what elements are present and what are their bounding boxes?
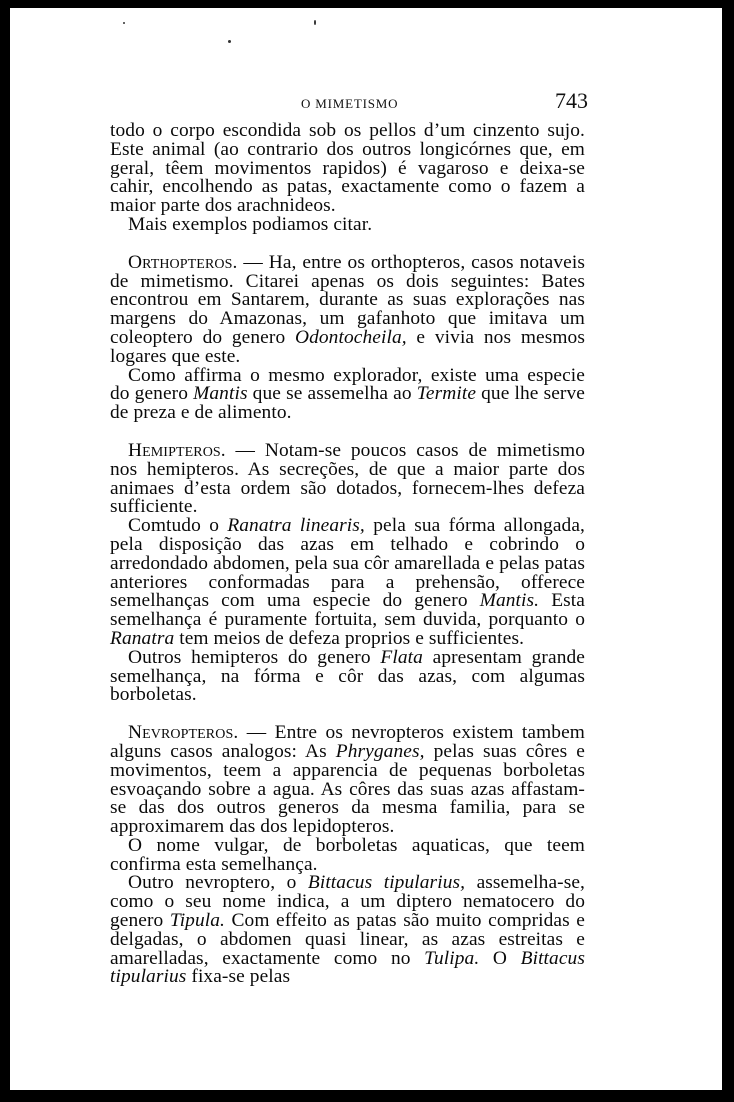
text-run: apresentam grande semelhança, na fórma e côr das azas, com algumas borboletas. <box>110 646 585 706</box>
italic-term: Odontocheila, <box>294 326 407 348</box>
text-run: fixa-se pelas <box>186 966 291 988</box>
italic-term: Phryganes, <box>335 740 425 762</box>
text-run: assemelha-se, como o seu nome indica, a um diptero nematocero do genero <box>110 872 586 932</box>
text-run: que lhe serve de preza e de alimento. <box>110 383 585 424</box>
paragraph <box>110 874 585 987</box>
ink-speck <box>228 40 231 43</box>
text-run: Outro nevroptero, o <box>128 872 308 894</box>
text-run: — Entre os nevropteros existem tambem alguns casos analogos: As <box>110 722 585 762</box>
italic-term: Mantis. <box>479 590 540 612</box>
paragraph <box>110 213 585 235</box>
text-run: — Ha, entre os orthopteros, casos notaveis de mimetismo. Citarei apenas os dois seguintes: Bates encontrou em Santarem, durante as suas explorações nas margens do Amazonas, um gafanhoto que imitava um coleoptero do genero <box>110 251 585 348</box>
text-run: Outros hemipteros do genero <box>128 646 381 668</box>
italic-term: Tulipa. <box>424 947 480 969</box>
running-head <box>10 86 610 116</box>
text-run: pelas suas côres e movimentos, teem a apparencia de pequenas borboletas esvoaçando sobre a agua. As côres das suas azas affastam-se das dos outros generos da mesma familia, para se approximarem das dos lepidopteros. <box>110 740 585 838</box>
section-paragraph <box>110 251 585 367</box>
running-head-title: O MIMETISMO <box>301 96 399 111</box>
italic-term: Ranatra linearis, <box>227 515 365 537</box>
section-heading: Nevropteros. <box>128 722 239 744</box>
section-paragraph <box>110 439 585 518</box>
paragraph <box>110 517 585 649</box>
text-run: Esta semelhança é puramente fortuita, sem duvida, porquanto o <box>110 590 585 631</box>
ink-speck <box>314 20 316 25</box>
italic-term: Flata <box>380 646 423 668</box>
text-run: todo o corpo escondida sob os pellos d’um cinzento sujo. Este animal (ao contrario dos outros longicórnes que, em geral, têem movimentos rapidos) é vagaroso e deixa-se cahir, encolhendo as patas, exactamente como o fazem a maior parte dos arachnideos. <box>110 120 585 217</box>
italic-term: Ranatra <box>110 627 175 649</box>
text-run: tem meios de defeza proprios e sufficientes. <box>174 627 525 649</box>
text-run: e vivia nos mesmos logares que este. <box>110 326 585 367</box>
book-page <box>10 8 722 1090</box>
paragraph <box>110 364 585 424</box>
paragraph <box>110 834 585 875</box>
text-run: O nome vulgar, de borboletas aquaticas, que teem confirma esta semelhança. <box>110 834 585 875</box>
section-heading: Hemipteros. <box>128 439 226 461</box>
text-run: O <box>479 947 521 969</box>
page-number: 743 <box>555 88 588 113</box>
section-paragraph <box>110 724 585 837</box>
italic-term: Bittacus tipularius <box>110 947 585 988</box>
paragraph <box>110 646 585 706</box>
italic-term: Bittacus tipularius, <box>307 872 466 894</box>
text-run: Comtudo o <box>128 515 228 537</box>
italic-term: Termite <box>416 383 477 405</box>
text-run: Com effeito as patas são muito compridas e delgadas, o abdomen quasi linear, as azas estreitas e amarelladas, exactamente como no <box>110 910 585 969</box>
ink-speck <box>123 22 125 24</box>
paragraph <box>110 122 585 216</box>
italic-term: Tipula. <box>169 910 225 932</box>
text-run: Como affirma o mesmo explorador, existe uma especie do genero <box>110 364 585 405</box>
text-run: Mais exemplos podiamos citar. <box>128 213 373 235</box>
section-heading: Orthopteros. <box>128 251 238 273</box>
text-run: — Notam-se poucos casos de mimetismo nos hemipteros. As secreções, de que a maior parte dos animaes d’esta ordem são dotados, fornecem-lhes defeza sufficiente. <box>110 439 585 518</box>
text-run: que se assemelha ao <box>247 383 417 405</box>
italic-term: Mantis <box>193 383 248 405</box>
body-text <box>110 122 585 987</box>
text-run: pela sua fórma allongada, pela disposição das azas em telhado e cobrindo o arredondado abdomen, pela sua côr amarellada e pelas patas anteriores conformadas para a prehensão, offerece semelhanças com uma especie do genero <box>110 515 586 612</box>
